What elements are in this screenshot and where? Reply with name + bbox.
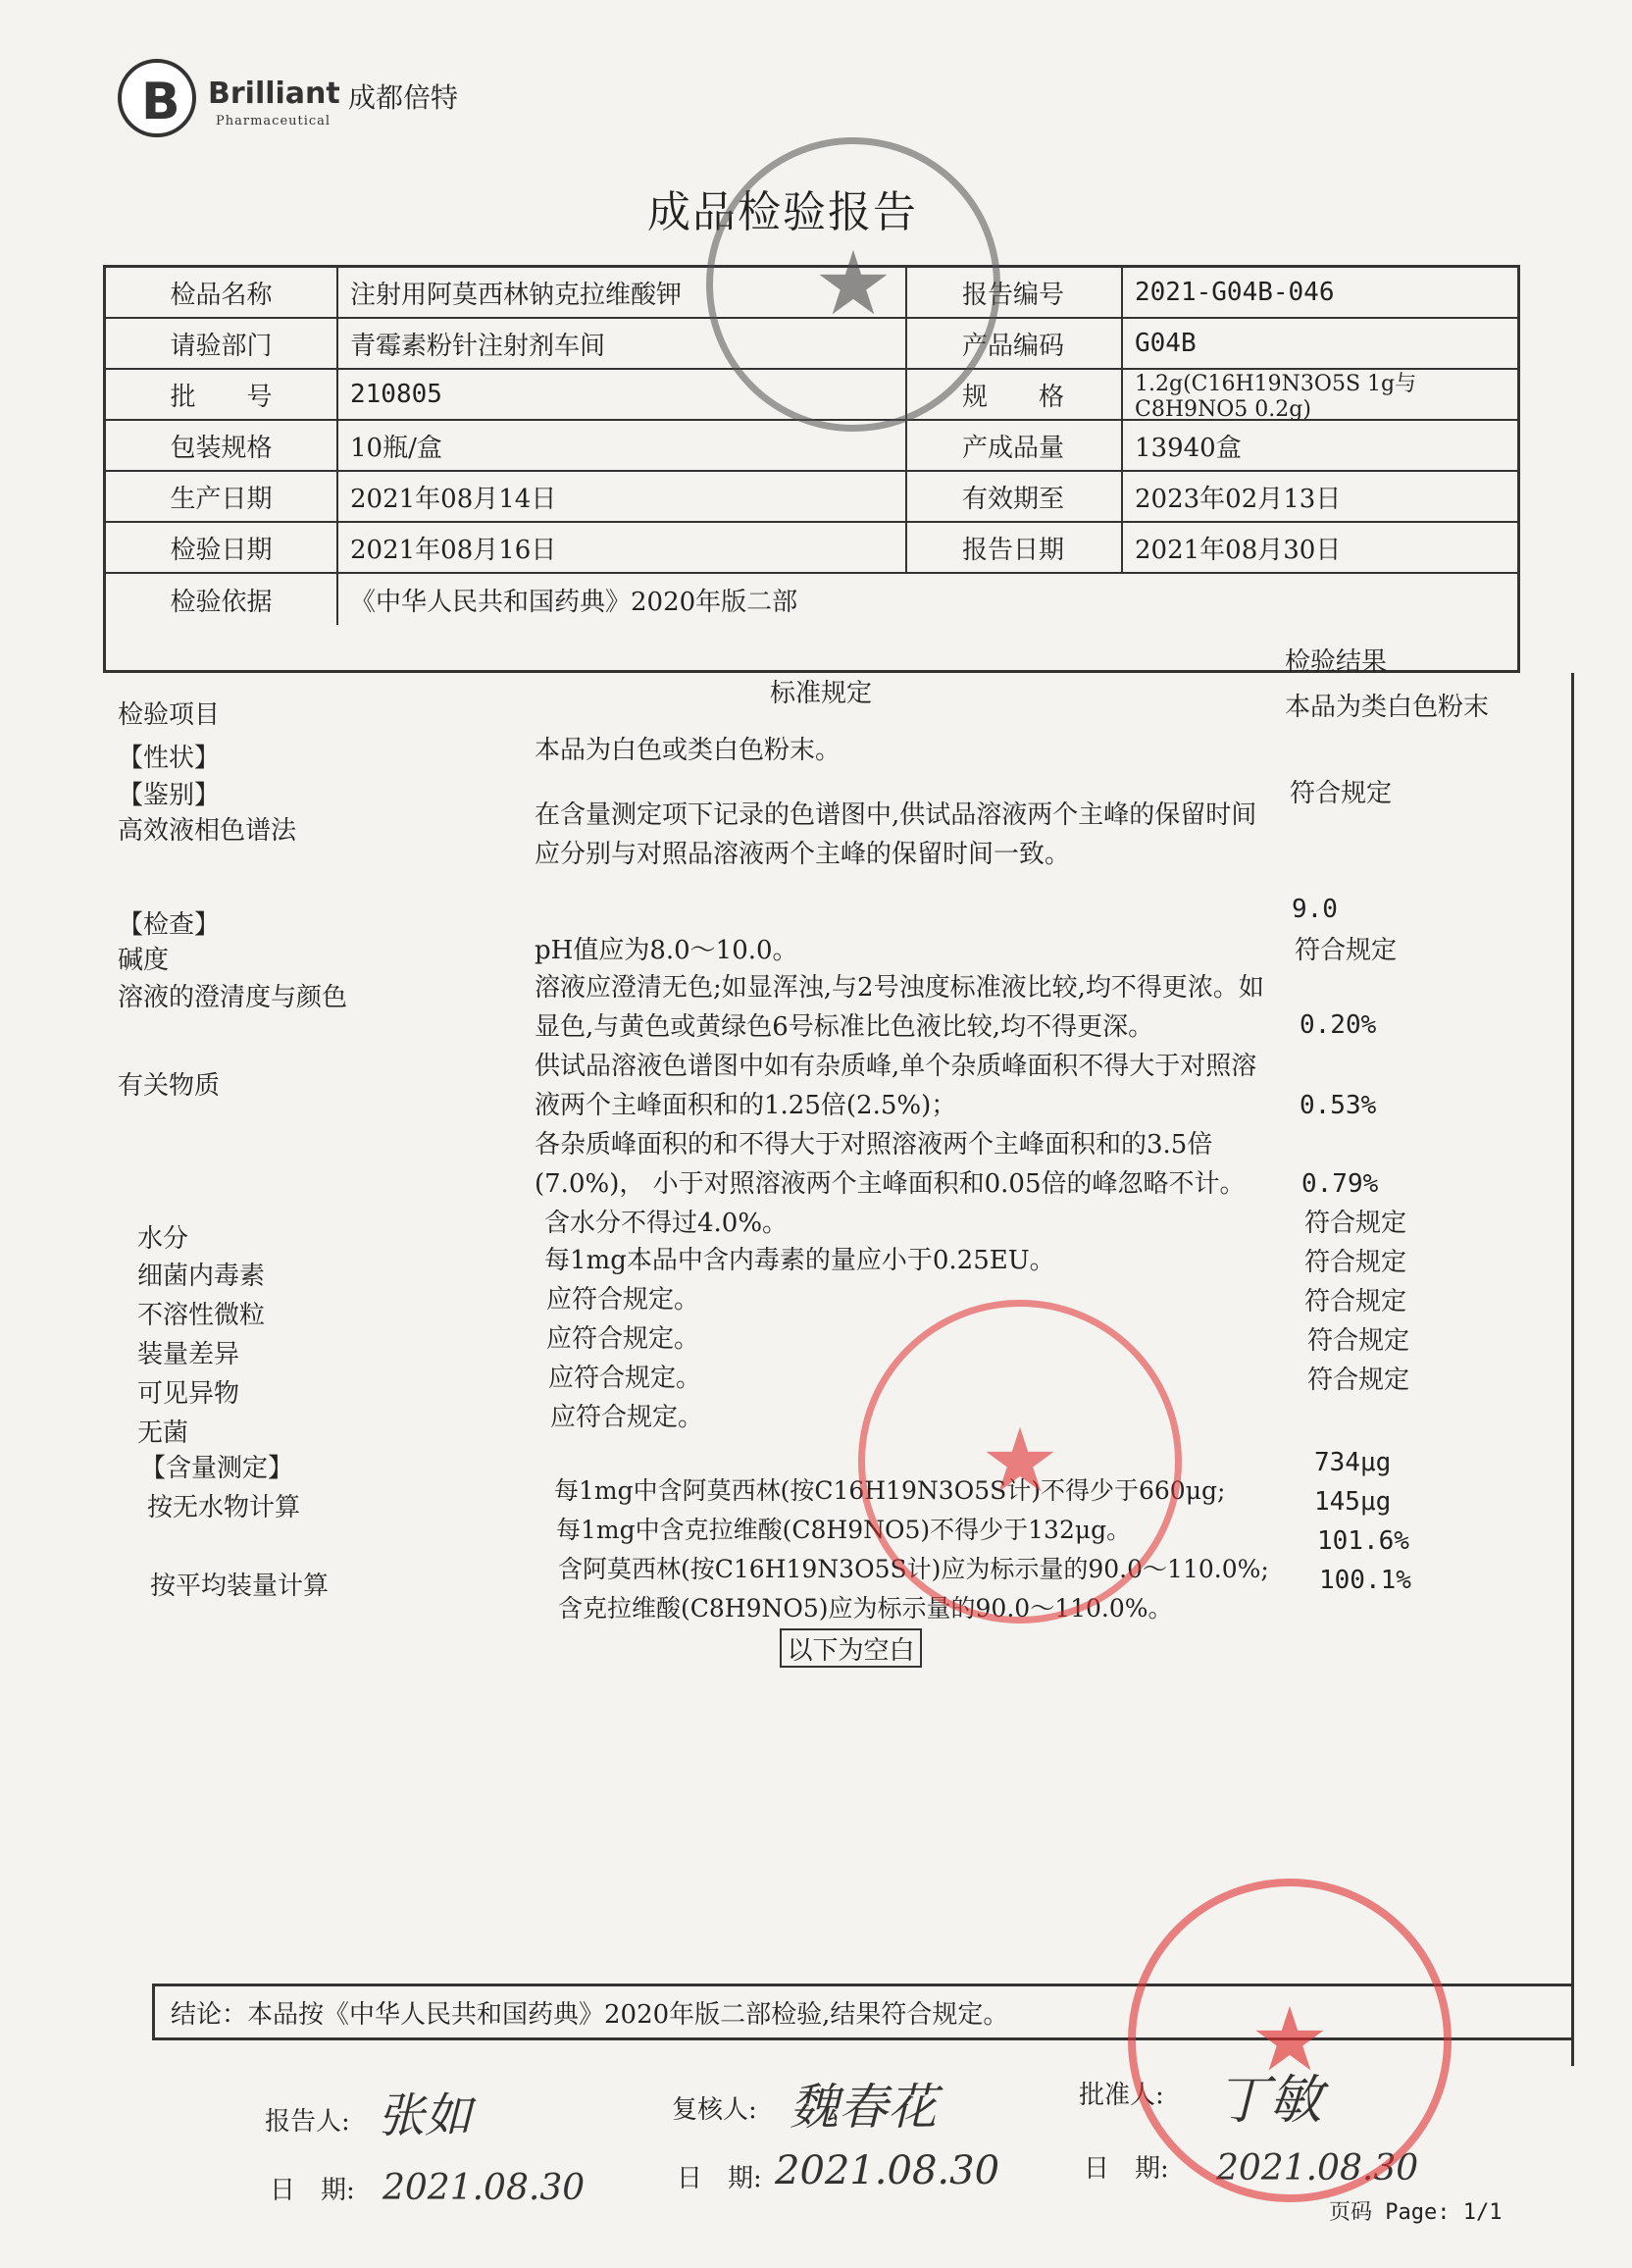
label-batch: 批 号 [170, 382, 273, 412]
page-number: 页码 Page: 1/1 [1329, 2200, 1503, 2225]
std-clarity-line1: 溶液应澄清无色;如显浑浊,与2号浊度标准液比较,均不得更浓。如 [535, 973, 1264, 1003]
value-report-date: 2021年08月30日 [1135, 535, 1342, 565]
label-report-date: 报告日期 [961, 535, 1064, 565]
std-amox-average: 含阿莫西林(按C16H19N3O5S计)应为标示量的90.0～110.0%; [558, 1555, 1269, 1583]
std-amox-anhydrous: 每1mg中含阿莫西林(按C16H19N3O5S计)不得少于660μg; [554, 1476, 1226, 1505]
page-title: 成品检验报告 [647, 187, 918, 237]
res-related-1: 0.20% [1300, 1010, 1377, 1040]
item-endotoxin: 细菌内毒素 [137, 1262, 266, 1291]
value-production-date: 2021年08月14日 [350, 484, 557, 514]
std-hplc-line2: 应分别与对照品溶液两个主峰的保留时间一致。 [535, 840, 1071, 869]
label-report-no: 报告编号 [961, 280, 1064, 310]
item-particles: 不溶性微粒 [137, 1301, 266, 1330]
std-character: 本品为白色或类白色粉末。 [535, 736, 842, 765]
value-spec: 1.2g(C16H19N3O5S 1g与C8H9NO5 0.2g) [1135, 372, 1417, 422]
section-character: 【性状】 [118, 744, 221, 773]
value-batch: 210805 [350, 380, 442, 409]
label-product-code: 产品编码 [961, 331, 1064, 361]
company-logo [118, 59, 343, 147]
approver-signature: 丁敏 [1216, 2069, 1322, 2131]
reviewer-date: 2021.08.30 [775, 2148, 1000, 2193]
quality-stamp-top [706, 137, 1000, 432]
approver-date-label: 日 期: [1084, 2154, 1169, 2184]
item-alkalinity: 碱度 [118, 946, 170, 975]
value-product-code: G04B [1135, 329, 1197, 358]
reviewer-label: 复核人: [672, 2095, 757, 2125]
res-related-2: 0.53% [1300, 1091, 1377, 1120]
value-basis: 《中华人民共和国药典》2020年版二部 [350, 587, 798, 617]
label-output: 产成品量 [961, 433, 1064, 463]
reporter-label: 报告人: [265, 2107, 350, 2137]
logo-mark: B [118, 59, 196, 137]
col-header-result: 检验结果 [1285, 647, 1388, 677]
third-party-stamp [858, 1300, 1182, 1624]
approver-label: 批准人: [1079, 2081, 1164, 2110]
info-row [106, 421, 1517, 472]
value-report-no: 2021-G04B-046 [1135, 278, 1335, 307]
std-sterility: 应符合规定。 [550, 1403, 704, 1432]
res-endotoxin: 符合规定 [1304, 1248, 1407, 1277]
quality-stamp-bottom [1128, 1879, 1452, 2202]
std-hplc-line1: 在含量测定项下记录的色谱图中,供试品溶液两个主峰的保留时间 [535, 800, 1257, 830]
inspection-body [103, 647, 1574, 2066]
value-package: 10瓶/盒 [350, 433, 442, 463]
company-name-cn: 成都倍特 [348, 81, 459, 114]
res-character: 本品为类白色粉末 [1285, 693, 1490, 722]
label-production-date: 生产日期 [170, 484, 273, 514]
item-sterility: 无菌 [137, 1418, 189, 1448]
res-amox-average: 101.6% [1317, 1526, 1409, 1556]
info-row [106, 574, 1517, 625]
col-header-standard: 标准规定 [770, 679, 873, 708]
logo-brand-name: Brilliant [208, 77, 340, 111]
std-clarity-line2: 显色,与黄色或黄绿色6号标准比色液比较,均不得更深。 [535, 1012, 1154, 1042]
item-clarity: 溶液的澄清度与颜色 [118, 983, 348, 1012]
info-row [106, 523, 1517, 574]
reviewer-date-label: 日 期: [677, 2164, 762, 2193]
std-water: 含水分不得过4.0%。 [544, 1209, 789, 1238]
item-average: 按平均装量计算 [150, 1572, 330, 1601]
res-clarity: 符合规定 [1295, 936, 1398, 965]
res-loading: 符合规定 [1307, 1326, 1410, 1356]
std-endotoxin: 每1mg本品中含内毒素的量应小于0.25EU。 [544, 1246, 1055, 1275]
reporter-date: 2021.08.30 [382, 2168, 586, 2208]
std-related-line4: (7.0%)， 小于对照溶液两个主峰面积和0.05倍的峰忽略不计。 [535, 1169, 1246, 1199]
item-visible: 可见异物 [137, 1379, 240, 1409]
std-alkalinity: pH值应为8.0～10.0。 [535, 936, 798, 965]
item-loading: 装量差异 [137, 1340, 240, 1369]
std-related-line3: 各杂质峰面积的和不得大于对照溶液两个主峰面积和的3.5倍 [535, 1130, 1213, 1160]
section-check: 【检查】 [118, 910, 221, 940]
res-clav-anhydrous: 145μg [1314, 1487, 1392, 1517]
res-related-3: 0.79% [1301, 1169, 1379, 1199]
logo-brand-sub: Pharmaceutical [216, 114, 332, 129]
label-product-name: 检品名称 [170, 280, 273, 310]
stamp-star-icon: ★ [980, 1410, 1060, 1513]
value-product-name: 注射用阿莫西林钠克拉维酸钾 [350, 280, 683, 310]
res-water: 符合规定 [1304, 1209, 1407, 1238]
value-test-date: 2021年08月16日 [350, 535, 557, 565]
std-clav-average: 含克拉维酸(C8H9NO5)应为标示量的90.0～110.0%。 [558, 1594, 1173, 1623]
reporter-date-label: 日 期: [270, 2176, 355, 2205]
stamp-star-icon: ★ [1250, 1988, 1330, 2091]
std-particles: 应符合规定。 [546, 1285, 700, 1314]
label-spec: 规 格 [961, 382, 1064, 412]
res-clav-average: 100.1% [1319, 1566, 1411, 1595]
std-clav-anhydrous: 每1mg中含克拉维酸(C8H9NO5)不得少于132μg。 [556, 1516, 1132, 1544]
section-identify: 【鉴别】 [118, 781, 221, 810]
stamp-star-icon: ★ [813, 232, 893, 335]
std-visible: 应符合规定。 [548, 1364, 702, 1393]
reporter-signature: 张如 [378, 2088, 473, 2143]
value-output: 13940盒 [1135, 433, 1242, 463]
res-hplc: 符合规定 [1290, 779, 1393, 808]
res-alkalinity: 9.0 [1292, 895, 1338, 924]
reviewer-signature: 魏春花 [790, 2079, 937, 2136]
col-header-item: 检验项目 [118, 700, 221, 730]
value-department: 青霉素粉针注射剂车间 [350, 331, 606, 361]
label-test-date: 检验日期 [170, 535, 273, 565]
res-amox-anhydrous: 734μg [1314, 1448, 1392, 1477]
item-related: 有关物质 [118, 1071, 221, 1101]
res-particles: 符合规定 [1304, 1287, 1407, 1316]
std-related-line1: 供试品溶液色谱图中如有杂质峰,单个杂质峰面积不得大于对照溶 [535, 1052, 1257, 1081]
info-row [106, 472, 1517, 523]
item-anhydrous: 按无水物计算 [147, 1493, 301, 1522]
blank-marker: 以下为空白 [780, 1628, 922, 1668]
label-expiry: 有效期至 [961, 484, 1064, 514]
label-basis: 检验依据 [170, 587, 273, 617]
value-expiry: 2023年02月13日 [1135, 484, 1342, 514]
item-water: 水分 [137, 1224, 189, 1254]
label-package: 包装规格 [170, 433, 273, 463]
item-hplc: 高效液相色谱法 [118, 816, 297, 846]
label-department: 请验部门 [170, 331, 273, 361]
res-visible: 符合规定 [1307, 1366, 1410, 1395]
section-assay: 【含量测定】 [140, 1454, 294, 1483]
std-loading: 应符合规定。 [546, 1324, 700, 1354]
std-related-line2: 液两个主峰面积和的1.25倍(2.5%)； [535, 1091, 957, 1120]
conclusion: 结论：本品按《中华人民共和国药典》2020年版二部检验,结果符合规定。 [152, 1984, 1574, 2040]
approver-date: 2021.08.30 [1216, 2148, 1419, 2189]
